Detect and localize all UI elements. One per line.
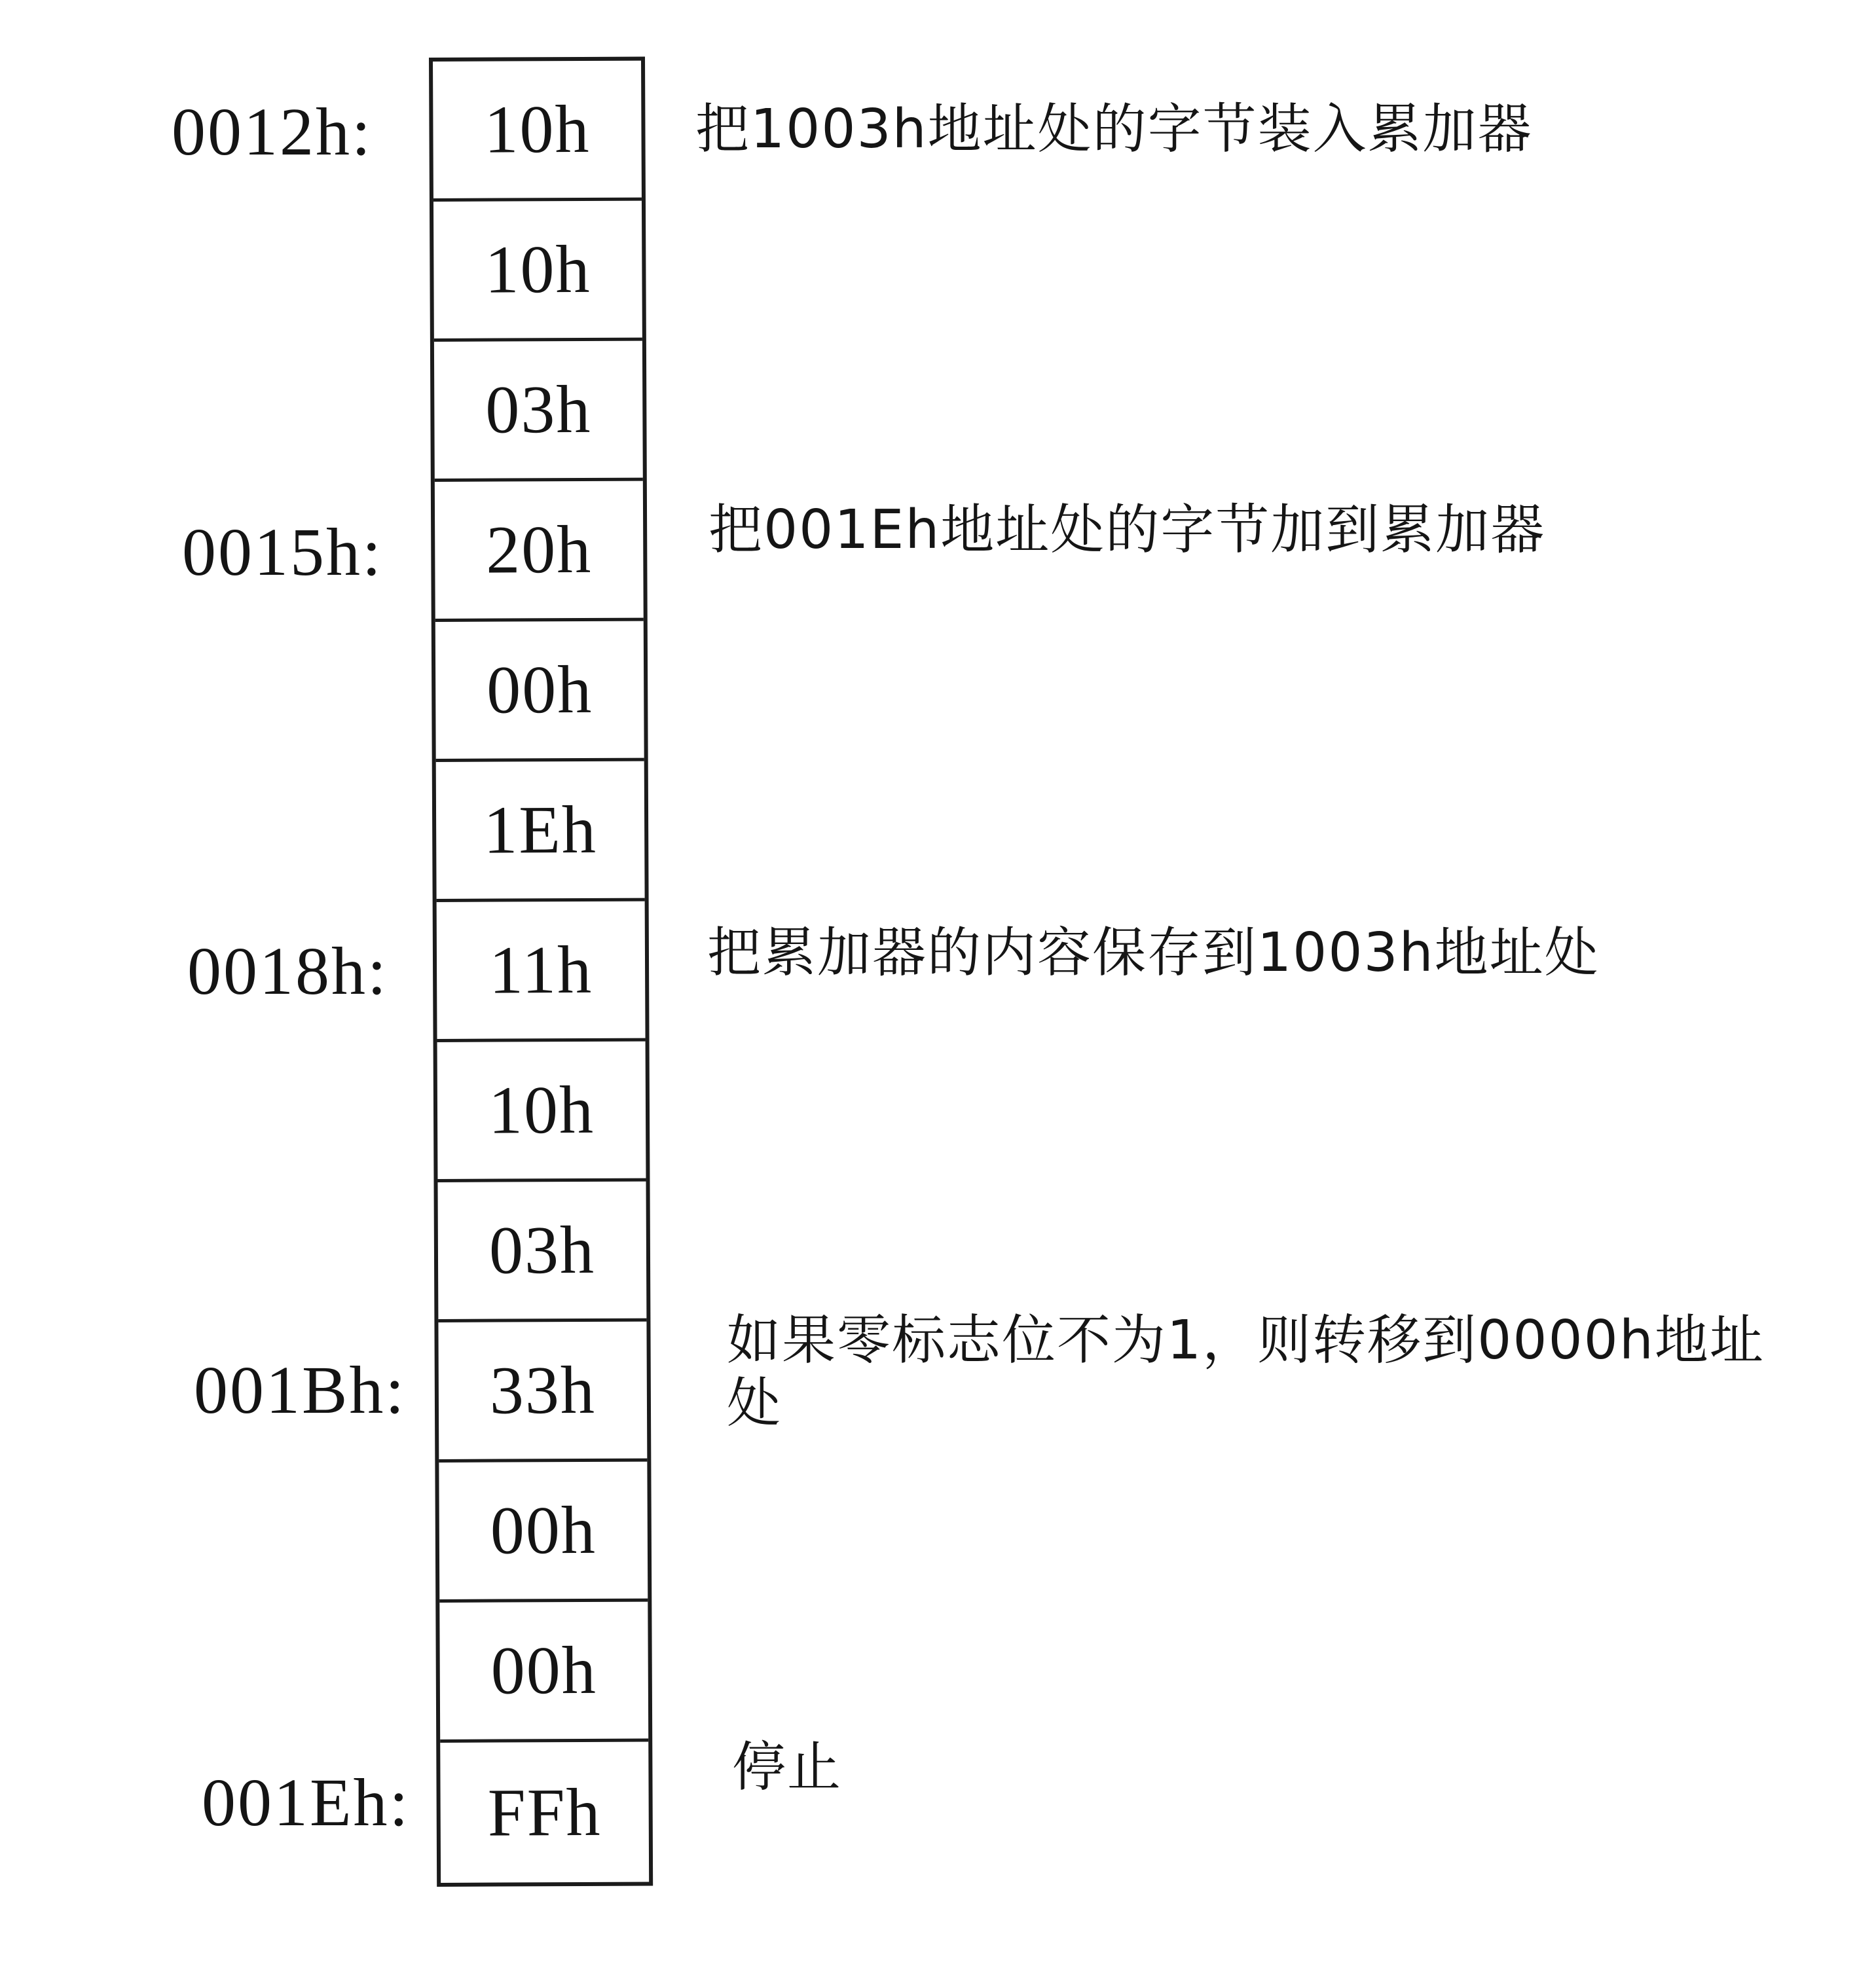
instruction-comment-load: 把1003h地址处的字节装入累加器 xyxy=(695,98,1533,160)
memory-cell-0013h: 10h xyxy=(433,201,642,342)
memory-cell-001Dh: 00h xyxy=(439,1602,648,1743)
memory-cell-0018h: 11h xyxy=(437,901,646,1042)
instruction-comment-halt: 停止 xyxy=(732,1736,843,1798)
address-label-0012h: 0012h: xyxy=(172,94,373,170)
memory-cell-001Eh: FFh xyxy=(487,1774,602,1851)
memory-cell-0014h: 03h xyxy=(434,341,643,482)
memory-cell-0017h: 1Eh xyxy=(436,761,645,902)
memory-cell-0012h: 10h xyxy=(433,61,642,202)
address-label-001Eh: 001Eh: xyxy=(202,1765,411,1840)
address-label-0018h: 0018h: xyxy=(187,934,388,1009)
memory-cell-0019h: 10h xyxy=(437,1042,646,1182)
instruction-comment-store: 把累加器的内容保存到1003h地址处 xyxy=(707,922,1600,984)
memory-cell-001Ch: 00h xyxy=(439,1462,648,1603)
memory-cell-0015h: 20h xyxy=(435,481,644,622)
memory-cell-001Ah: 03h xyxy=(437,1182,646,1322)
memory-cell-0016h: 00h xyxy=(435,621,644,762)
address-label-0015h: 0015h: xyxy=(182,515,383,590)
instruction-comment-jump: 如果零标志位不为1，则转移到0000h地址处 xyxy=(727,1309,1765,1434)
instruction-comment-add: 把001Eh地址处的字节加到累加器 xyxy=(708,499,1546,561)
memory-cell-001Bh: 33h xyxy=(438,1322,647,1463)
address-label-001Bh: 001Bh: xyxy=(194,1353,407,1428)
memory-column xyxy=(429,57,653,1887)
